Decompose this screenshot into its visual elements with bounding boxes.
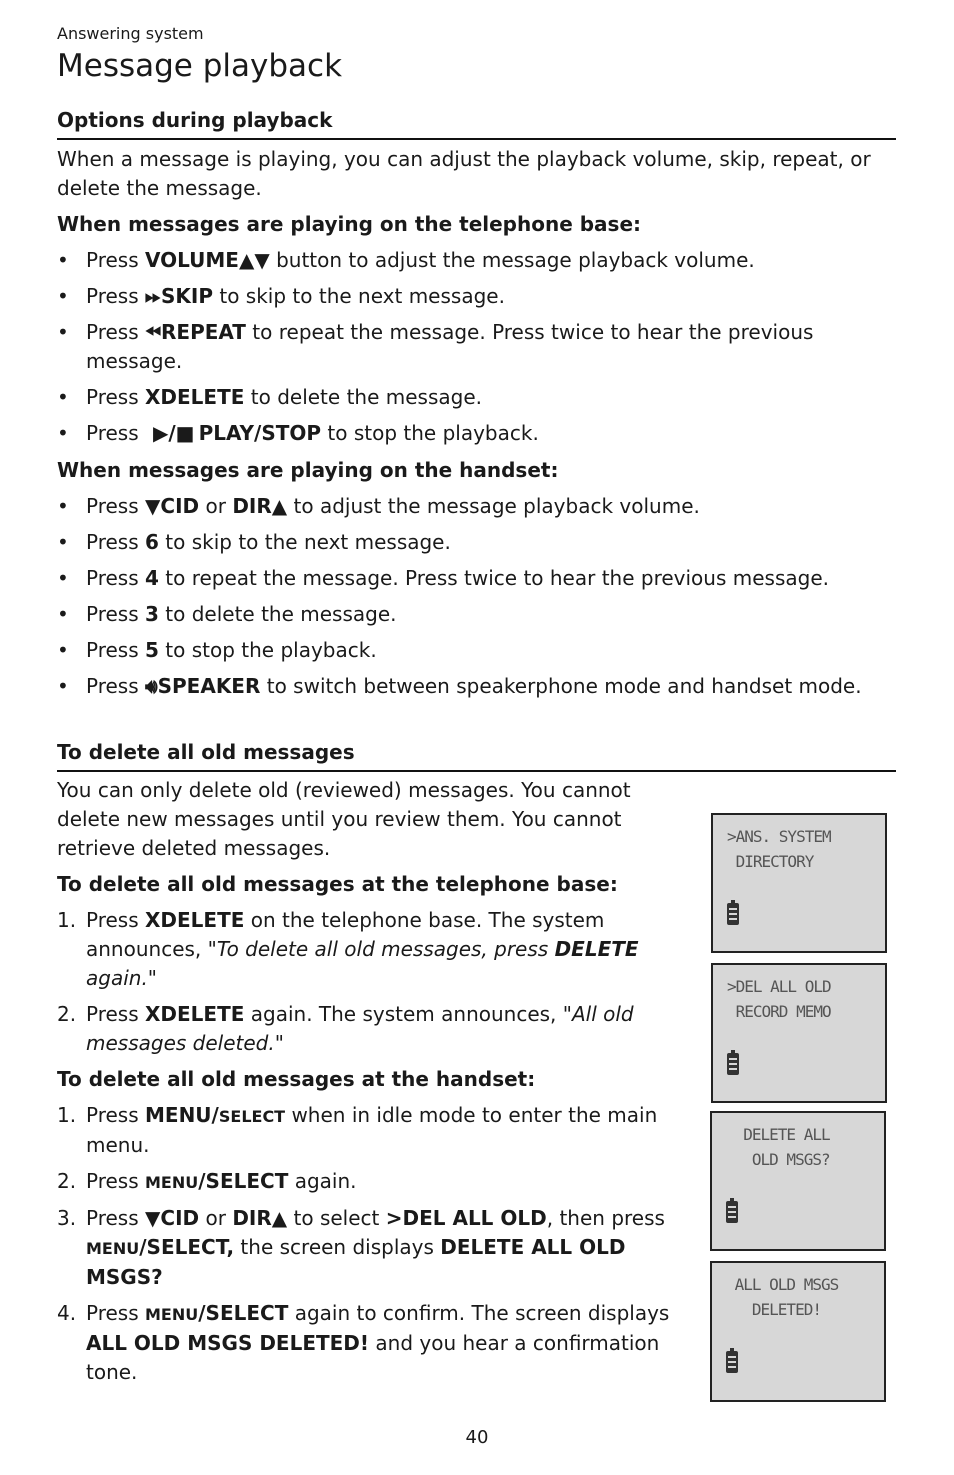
lcd-line: DIRECTORY: [727, 852, 814, 871]
list-item: • Press ▼CID or DIR▲ to adjust the message playback volume.: [57, 492, 897, 521]
options-heading: Options during playback: [57, 107, 896, 140]
base-playback-subhead: When messages are playing on the telephone base:: [57, 212, 642, 236]
base-delete-subhead: To delete all old messages at the telephone base:: [57, 872, 618, 896]
list-item: 3. Press ▼CID or DIR▲ to select >DEL ALL OLD, then press MENU/SELECT, the screen displays DELETE ALL OLD MSGS?: [57, 1206, 665, 1289]
list-item: • Press 🔊︎SPEAKER to switch between speakerphone mode and handset mode.: [57, 672, 897, 701]
section-label: Answering system: [57, 24, 204, 43]
list-item: • Press 6 to skip to the next message.: [57, 530, 451, 554]
list-item: • Press 3 to delete the message.: [57, 602, 397, 626]
page-number: 40: [465, 1427, 489, 1448]
battery-icon: [726, 1351, 738, 1373]
play-stop-icon: ▶/■: [153, 421, 195, 445]
list-item: • Press 5 to stop the playback.: [57, 638, 377, 662]
delete-all-heading: To delete all old messages: [57, 739, 896, 772]
up-arrow-icon: ▲: [271, 1206, 288, 1230]
list-item: • Press 4 to repeat the message. Press twice to hear the previous message.: [57, 566, 829, 590]
list-item: 2. Press MENU/SELECT again.: [57, 1169, 357, 1193]
base-playback-list: [57, 246, 897, 455]
lcd-screen-delete-all-confirm: [710, 1111, 886, 1251]
lcd-line: OLD MSGS?: [726, 1150, 830, 1169]
lcd-line: RECORD MEMO: [727, 1002, 831, 1021]
list-item: • Press ⏪︎REPEAT to repeat the message. Press twice to hear the previous message.: [57, 320, 814, 373]
down-arrow-icon: ▼: [145, 1206, 161, 1230]
base-delete-steps: [57, 906, 687, 1065]
list-item: • Press ▶/■ PLAY/STOP to stop the playback.: [57, 419, 897, 448]
page-title: Message playback: [57, 48, 343, 84]
handset-playback-subhead: When messages are playing on the handset:: [57, 458, 559, 482]
handset-delete-subhead: To delete all old messages at the handset:: [57, 1067, 536, 1091]
delete-all-intro: You can only delete old (reviewed) messages. You cannot delete new messages until you review them. You cannot retrieve deleted messages.: [57, 778, 631, 860]
options-intro: When a message is playing, you can adjust the playback volume, skip, repeat, or delete the message.: [57, 147, 871, 200]
lcd-line: ALL OLD MSGS: [726, 1275, 839, 1294]
handset-delete-steps: [57, 1101, 687, 1394]
lcd-line: DELETED!: [726, 1300, 821, 1319]
repeat-icon: ⏪︎: [145, 320, 161, 344]
battery-icon: [727, 903, 739, 925]
list-item: 1. Press MENU/SELECT when in idle mode to enter the main menu.: [57, 1103, 658, 1157]
speaker-icon: 🔊︎: [145, 674, 158, 698]
list-item: 1. Press XDELETE on the telephone base. The system announces, "To delete all old messages, press DELETE again.": [57, 908, 639, 990]
list-item: 2. Press XDELETE again. The system announces, "All old messages deleted.": [57, 1002, 634, 1055]
skip-icon: ⏩︎: [145, 284, 161, 308]
battery-icon: [727, 1053, 739, 1075]
up-arrow-icon: ▲: [271, 494, 288, 518]
lcd-screen-deleted: [710, 1261, 886, 1402]
lcd-line: DELETE ALL: [726, 1125, 830, 1144]
down-arrow-icon: ▼: [145, 494, 161, 518]
lcd-line: >ANS. SYSTEM: [727, 827, 831, 846]
list-item: 4. Press MENU/SELECT again to confirm. The screen displays ALL OLD MSGS DELETED! and you hear a confirmation tone.: [57, 1301, 670, 1384]
battery-icon: [726, 1201, 738, 1223]
handset-playback-list: [57, 492, 897, 708]
list-item: • Press XDELETE to delete the message.: [57, 385, 482, 409]
lcd-line: >DEL ALL OLD: [727, 977, 831, 996]
list-item: • Press VOLUME▲▼ button to adjust the message playback volume.: [57, 246, 897, 275]
volume-arrows-icon: ▲▼: [238, 248, 270, 272]
list-item: • Press ⏩︎SKIP to skip to the next message.: [57, 282, 897, 311]
lcd-screen-del-all-old: [711, 963, 887, 1103]
lcd-screen-ans-system: [711, 813, 887, 953]
